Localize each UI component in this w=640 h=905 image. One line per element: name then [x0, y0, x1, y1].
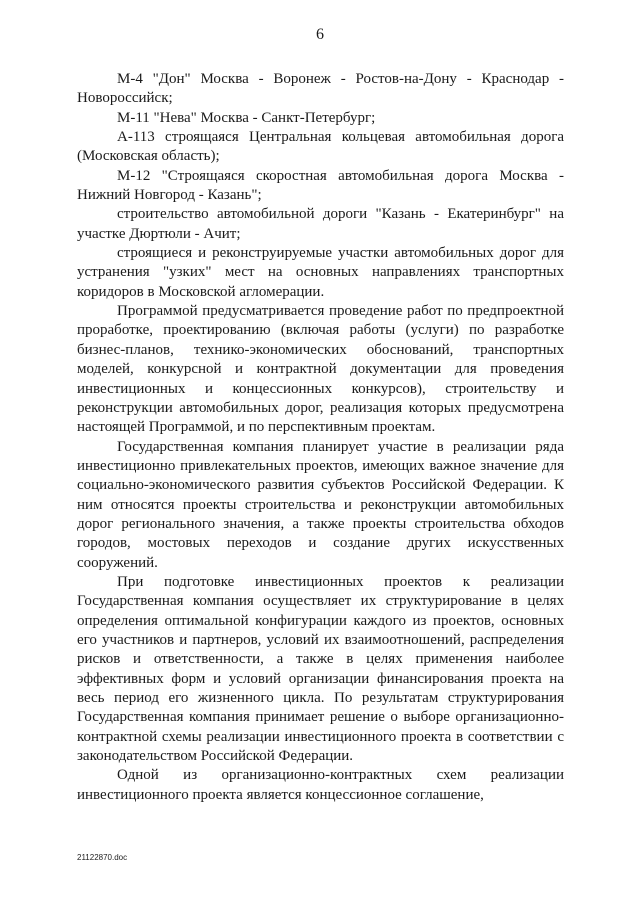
paragraph-structuring: При подготовке инвестиционных проектов к реализации Государственная компания осуществляет их структурирование в целях определения оптимальной конфигурации каждого из проектов, основных его участников и партнеров, условий их взаимоотношений, распределения рисков и ответственности, а также в целях применения наиболее эффективных форм и условий организации финансирования проекта на весь период его жизненного цикла. По результатам структурирования Государственная компания принимает решение о выборе организационно-контрактной схемы реализации инвестиционного проекта в соответствии с законодательством Российской Федерации.	[77, 573, 564, 765]
document-body	[77, 70, 564, 805]
footer-filename: 21122870.doc	[77, 853, 128, 862]
paragraph-program-works: Программой предусматривается проведение работ по предпроектной проработке, проектированию (включая работы (услуги) по разработке бизнес-планов, технико-экономических обоснований, транспортных моделей, конкурсной и контрактной документации для проведения инвестиционных и концессионных конкурсов), строительству и реконструкции автомобильных дорог, реализация которых предусмотрена настоящей Программой, и по перспективным проектам.	[77, 303, 564, 436]
paragraph-moscow-agglomeration: строящиеся и реконструируемые участки автомобильных дорог для устранения "узких" мест на основных направлениях транспортных коридоров в Московской агломерации.	[77, 245, 564, 300]
paragraph-m11: М-11 "Нева" Москва - Санкт-Петербург;	[117, 109, 376, 126]
paragraph-a113: А-113 строящаяся Центральная кольцевая автомобильная дорога (Московская область);	[77, 129, 564, 165]
paragraph-m4: М-4 "Дон" Москва - Воронеж - Ростов-на-Дону - Краснодар - Новороссийск;	[77, 71, 564, 107]
paragraph-m12: М-12 "Строящаяся скоростная автомобильная дорога Москва - Нижний Новгород - Казань";	[77, 167, 564, 204]
paragraph-kazan-ekaterinburg: строительство автомобильной дороги "Казань - Екатеринбург" на участке Дюртюли - Ачит;	[77, 206, 564, 242]
paragraph-concession: Одной из организационно-контрактных схем реализации инвестиционного проекта является концессионное соглашение,	[77, 767, 564, 803]
page-number: 6	[316, 26, 324, 43]
paragraph-investment-projects: Государственная компания планирует участие в реализации ряда инвестиционно привлекательных проектов, имеющих важное значение для социально-экономического развития субъектов Российской Федерации. К ним относятся проекты строительства и реконструкции автомобильных дорог регионального значения, а также проекты строительства обходов городов, мостовых переходов и создание других искусственных сооружений.	[77, 438, 564, 571]
